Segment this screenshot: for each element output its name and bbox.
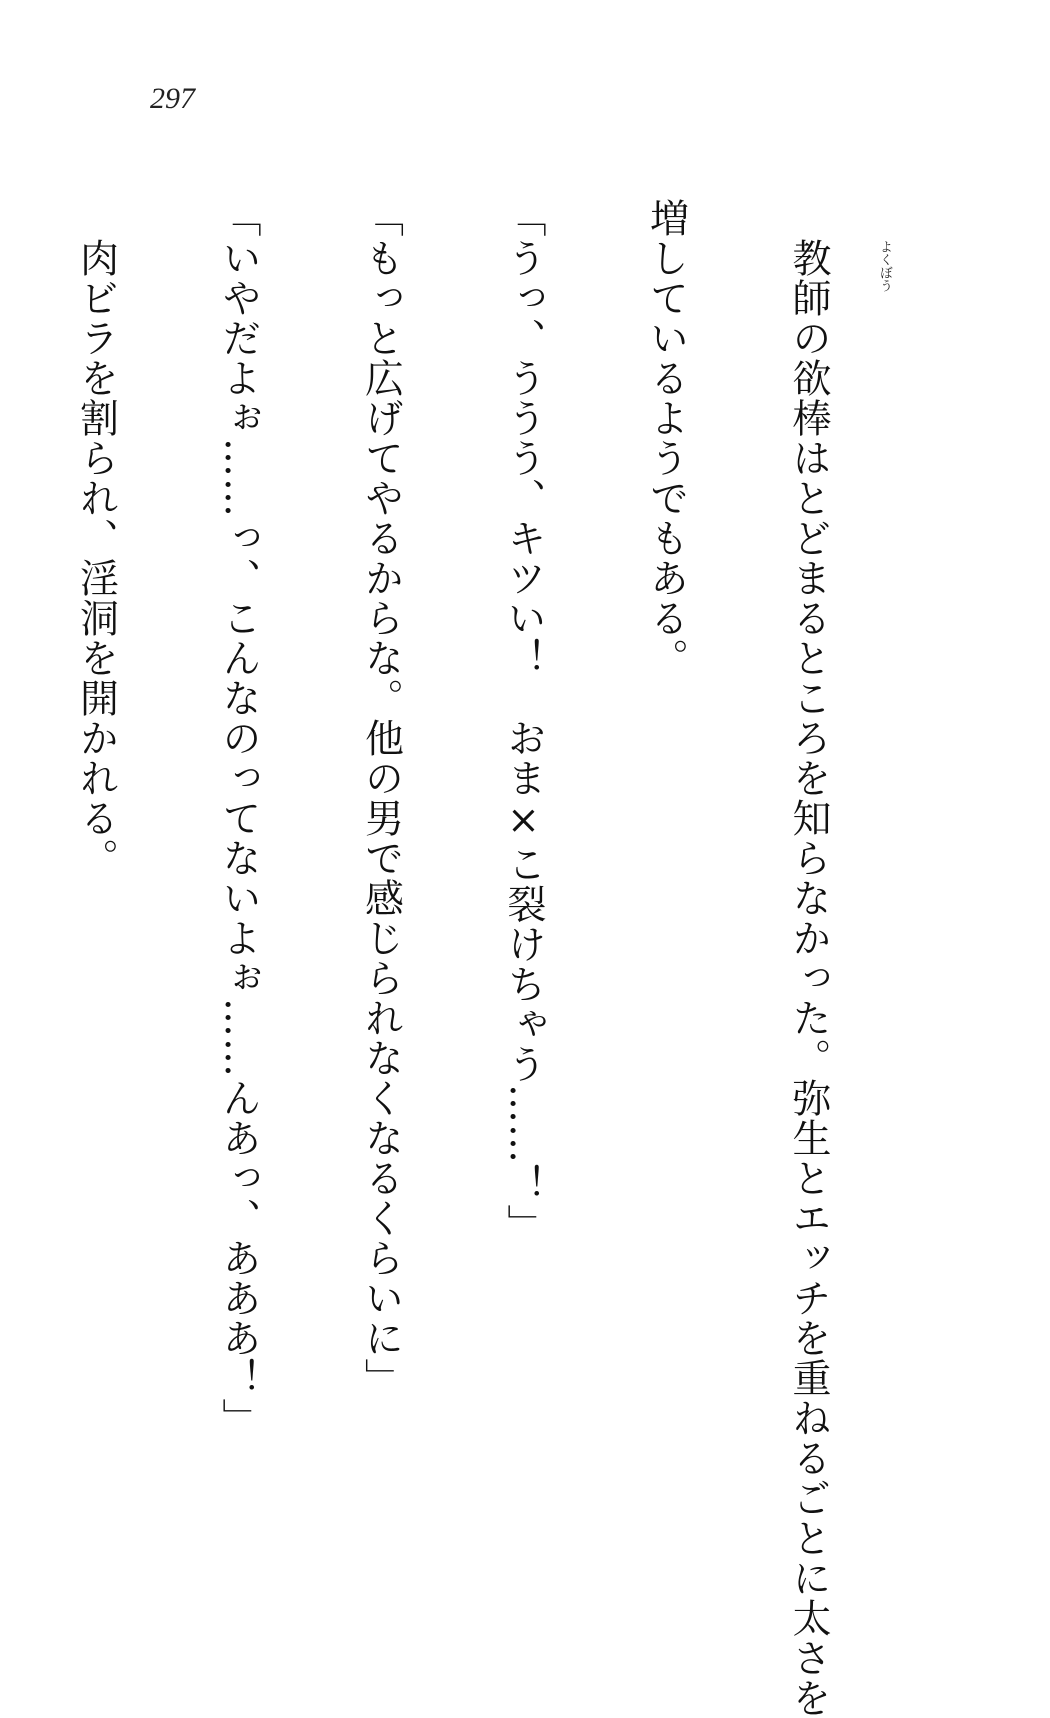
text-line: 肉ビラを割られ、淫洞を開かれる。 [73, 198, 119, 878]
text-line: 教師の欲棒はとどまるところを知らなかった。弥生とエッチを重ねるごとに太さを [786, 198, 831, 1718]
page-number: 297 [150, 82, 195, 115]
text-line: 増しているようでもある。 [643, 198, 689, 678]
ruby-annotation: よくぼう [877, 240, 892, 292]
text-line: 「もっと広げてやるからな。他の男で感じられなくなるくらいに」 [358, 198, 404, 1398]
text-line: 「うっ、ううう、キツい！ おま×こ裂けちゃう……！」 [501, 198, 546, 1244]
text-line: 「いやだよぉ……っ、こんなのってないよぉ……んあっ、あああ！」 [216, 198, 261, 1438]
vertical-text-body [73, 198, 927, 1718]
